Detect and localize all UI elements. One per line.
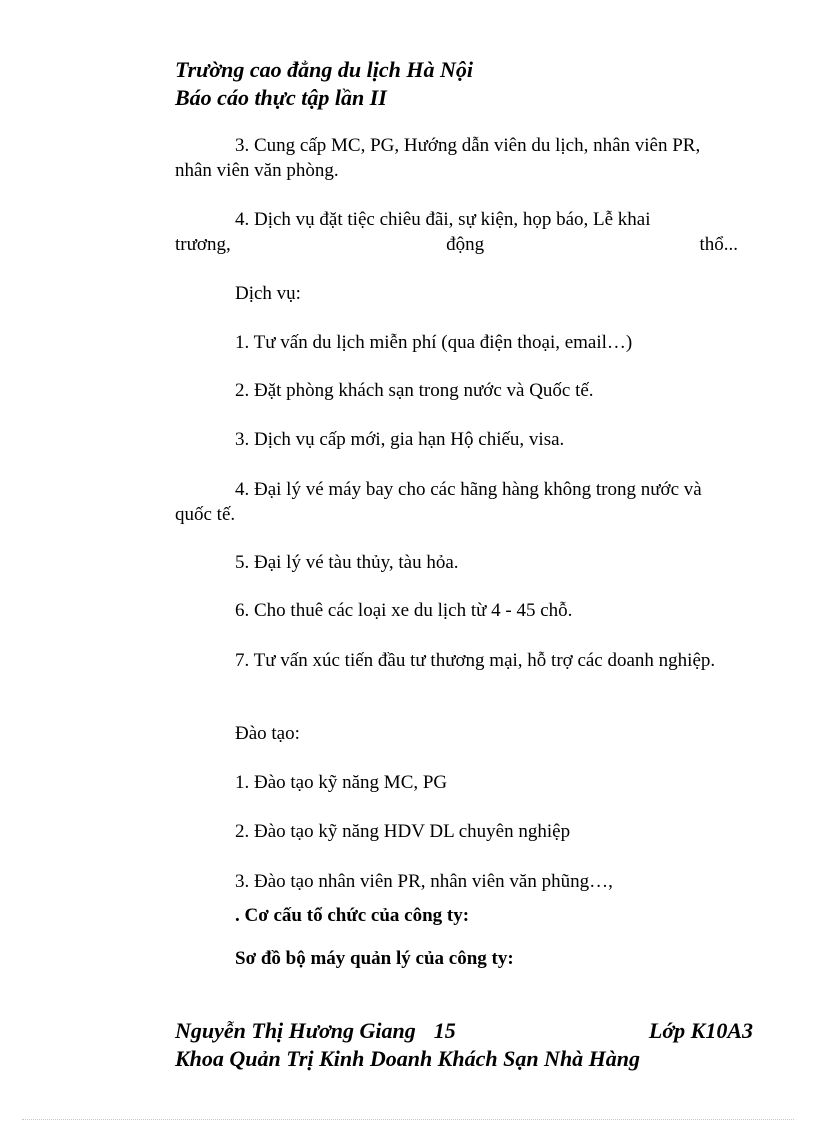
service-list-item: 7. Tư vấn xúc tiến đầu tư thương mại, hỗ trợ các doanh nghiệp. [235,650,716,671]
author-name: Nguyễn Thị Hương Giang [175,1018,416,1043]
service-item-events [175,207,738,257]
class-label: Lớp K10A3 [648,1018,753,1043]
training-list-item: 1. Đào tạo kỹ năng MC, PG [235,772,448,793]
diagram-heading: Sơ đồ bộ máy quản lý của công ty: [235,948,514,969]
service-list-item: 1. Tư vấn du lịch miễn phí (qua điện thoại, email…) [235,332,633,353]
training-list-item: 3. Đào tạo nhân viên PR, nhân viên văn phũng…, [235,871,613,892]
report-title: Báo cáo thực tập lần II [175,85,387,110]
service-list-item: 4. Đại lý vé máy bay cho các hãng hàng không trong nước và quốc tế. [175,479,702,525]
page-bottom-edge [22,1119,794,1120]
structure-heading: . Cơ cấu tổ chức của công ty: [235,905,470,926]
service-item-supply-staff: 3. Cung cấp MC, PG, Hướng dẫn viên du lịch, nhân viên PR, nhân viên văn phòng. [175,135,701,181]
services-heading: Dịch vụ: [235,283,301,304]
service-list-item: 2. Đặt phòng khách sạn trong nước và Quốc tế. [235,380,594,401]
events-word-3: thổ... [699,234,738,255]
events-word-1: trương, [175,234,231,255]
training-list-item: 2. Đào tạo kỹ năng HDV DL chuyên nghiệp [235,821,571,842]
service-list-item: 3. Dịch vụ cấp mới, gia hạn Hộ chiếu, visa. [235,429,565,450]
service-list-item: 6. Cho thuê các loại xe du lịch từ 4 - 45 chỗ. [235,600,573,621]
page-footer [175,1017,753,1045]
service-item-events-line2 [175,232,738,257]
school-name: Trường cao đẳng du lịch Hà Nội [175,57,473,82]
service-item-events-line1: 4. Dịch vụ đặt tiệc chiêu đãi, sự kiện, họp báo, Lễ khai [235,209,651,230]
service-list-item: 5. Đại lý vé tàu thủy, tàu hỏa. [235,552,459,573]
page-number: 15 [433,1018,456,1043]
training-heading: Đào tạo: [235,723,300,744]
events-word-2: động [446,234,485,255]
page-header [175,56,473,112]
faculty-name: Khoa Quản Trị Kinh Doanh Khách Sạn Nhà Hàng [175,1046,641,1071]
